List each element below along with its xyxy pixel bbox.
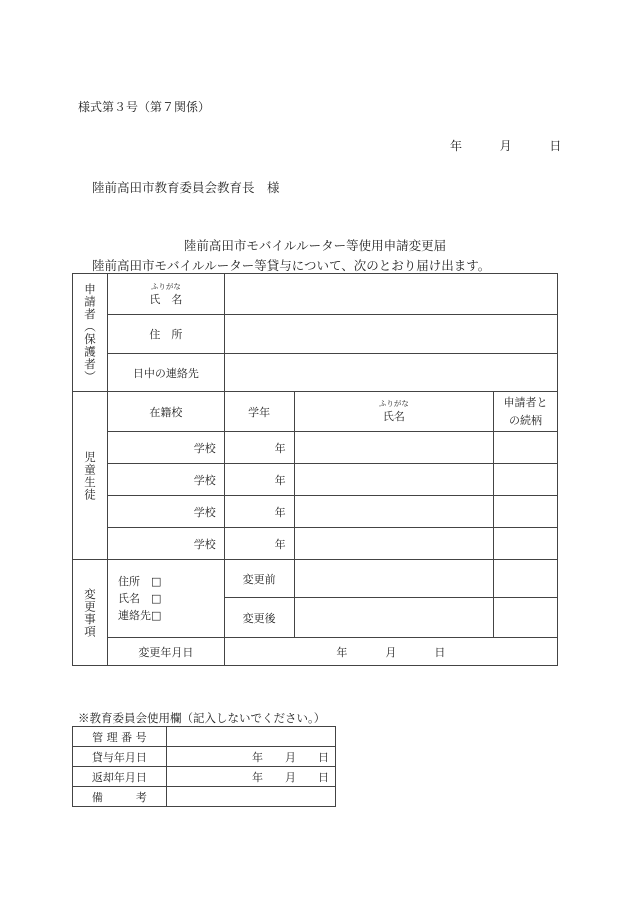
student-relation-field[interactable] bbox=[494, 432, 558, 464]
applicant-name-field[interactable] bbox=[224, 274, 557, 315]
loan-date-label: 貸与年月日 bbox=[73, 747, 167, 767]
document-lead: 陸前高田市モバイルルーター等貸与について、次のとおり届け出ます。 bbox=[92, 258, 491, 273]
student-furigana-label: ふりがな bbox=[378, 399, 409, 408]
change-date-month: 月 bbox=[385, 645, 397, 659]
applicant-contact-field[interactable] bbox=[224, 354, 557, 392]
student-grade-field[interactable]: 年 bbox=[224, 464, 294, 496]
loan-date-month: 月 bbox=[285, 750, 296, 764]
date-year-label: 年 bbox=[450, 139, 463, 153]
remarks-label: 備 考 bbox=[73, 787, 167, 807]
loan-date-field[interactable] bbox=[166, 747, 335, 767]
student-grade-field[interactable]: 年 bbox=[224, 496, 294, 528]
form-number: 様式第３号（第７関係） bbox=[78, 100, 211, 114]
student-section-label: 児童生徒 bbox=[73, 392, 108, 560]
applicant-address-field[interactable] bbox=[224, 315, 557, 354]
date-day-label: 日 bbox=[549, 139, 562, 153]
change-after-field[interactable] bbox=[294, 598, 494, 638]
student-relation-field[interactable] bbox=[494, 464, 558, 496]
management-number-label: 管 理 番 号 bbox=[73, 727, 167, 747]
student-school-field[interactable]: 学校 bbox=[107, 464, 224, 496]
relation-header-line-2: の続柄 bbox=[509, 413, 543, 427]
student-name-field[interactable] bbox=[294, 528, 494, 560]
student-grade-header: 学年 bbox=[224, 392, 294, 432]
student-school-header: 在籍校 bbox=[107, 392, 224, 432]
change-date-field[interactable] bbox=[224, 638, 557, 666]
addressee: 陸前高田市教育委員会教育長 様 bbox=[92, 180, 280, 195]
relation-header-line-1: 申請者と bbox=[503, 395, 548, 409]
change-before-field[interactable] bbox=[294, 560, 494, 598]
applicant-section-label: 申請者（保護者） bbox=[73, 274, 108, 392]
student-name-field[interactable] bbox=[294, 496, 494, 528]
date-month-label: 月 bbox=[499, 139, 512, 153]
change-option-name[interactable]: 氏名 □ bbox=[117, 592, 162, 605]
change-section-label: 変更事項 bbox=[73, 560, 108, 666]
change-date-label: 変更年月日 bbox=[107, 638, 224, 666]
student-name-label: 氏名 bbox=[382, 410, 405, 423]
student-relation-field[interactable] bbox=[494, 528, 558, 560]
student-school-field[interactable]: 学校 bbox=[107, 432, 224, 464]
office-use-note: ※教育委員会使用欄（記入しないでください。） bbox=[78, 711, 326, 725]
applicant-contact-label: 日中の連絡先 bbox=[107, 354, 224, 392]
student-relation-field[interactable] bbox=[494, 496, 558, 528]
document-title: 陸前高田市モバイルルーター等使用申請変更届 bbox=[183, 238, 447, 253]
applicant-furigana-label: ふりがな bbox=[150, 281, 181, 291]
management-number-field[interactable] bbox=[166, 727, 335, 747]
return-date-month: 月 bbox=[285, 770, 296, 784]
applicant-name-label: 氏 名 bbox=[149, 292, 183, 306]
change-before-label: 変更前 bbox=[224, 560, 294, 598]
student-school-field[interactable]: 学校 bbox=[107, 528, 224, 560]
change-date-day: 日 bbox=[434, 645, 446, 659]
change-before-extra-field[interactable] bbox=[494, 560, 558, 598]
change-option-address[interactable]: 住所 □ bbox=[117, 575, 162, 588]
student-relation-header bbox=[494, 392, 558, 432]
student-name-header bbox=[294, 392, 494, 432]
office-use-table bbox=[72, 726, 336, 807]
student-grade-field[interactable]: 年 bbox=[224, 432, 294, 464]
change-option-contact[interactable]: 連絡先□ bbox=[117, 609, 162, 622]
student-grade-field[interactable]: 年 bbox=[224, 528, 294, 560]
student-name-field[interactable] bbox=[294, 464, 494, 496]
change-after-extra-field[interactable] bbox=[494, 598, 558, 638]
return-date-day: 日 bbox=[318, 770, 329, 784]
loan-date-year: 年 bbox=[252, 750, 263, 764]
submission-date bbox=[450, 137, 561, 154]
return-date-field[interactable] bbox=[166, 767, 335, 787]
applicant-address-label: 住 所 bbox=[107, 315, 224, 354]
applicant-name-label-cell bbox=[107, 274, 224, 315]
change-options-cell bbox=[107, 560, 224, 638]
change-after-label: 変更後 bbox=[224, 598, 294, 638]
student-school-field[interactable]: 学校 bbox=[107, 496, 224, 528]
change-date-year: 年 bbox=[336, 645, 348, 659]
return-date-year: 年 bbox=[252, 770, 263, 784]
return-date-label: 返却年月日 bbox=[73, 767, 167, 787]
application-table bbox=[72, 273, 558, 666]
loan-date-day: 日 bbox=[318, 750, 329, 764]
remarks-field[interactable] bbox=[166, 787, 335, 807]
student-name-field[interactable] bbox=[294, 432, 494, 464]
